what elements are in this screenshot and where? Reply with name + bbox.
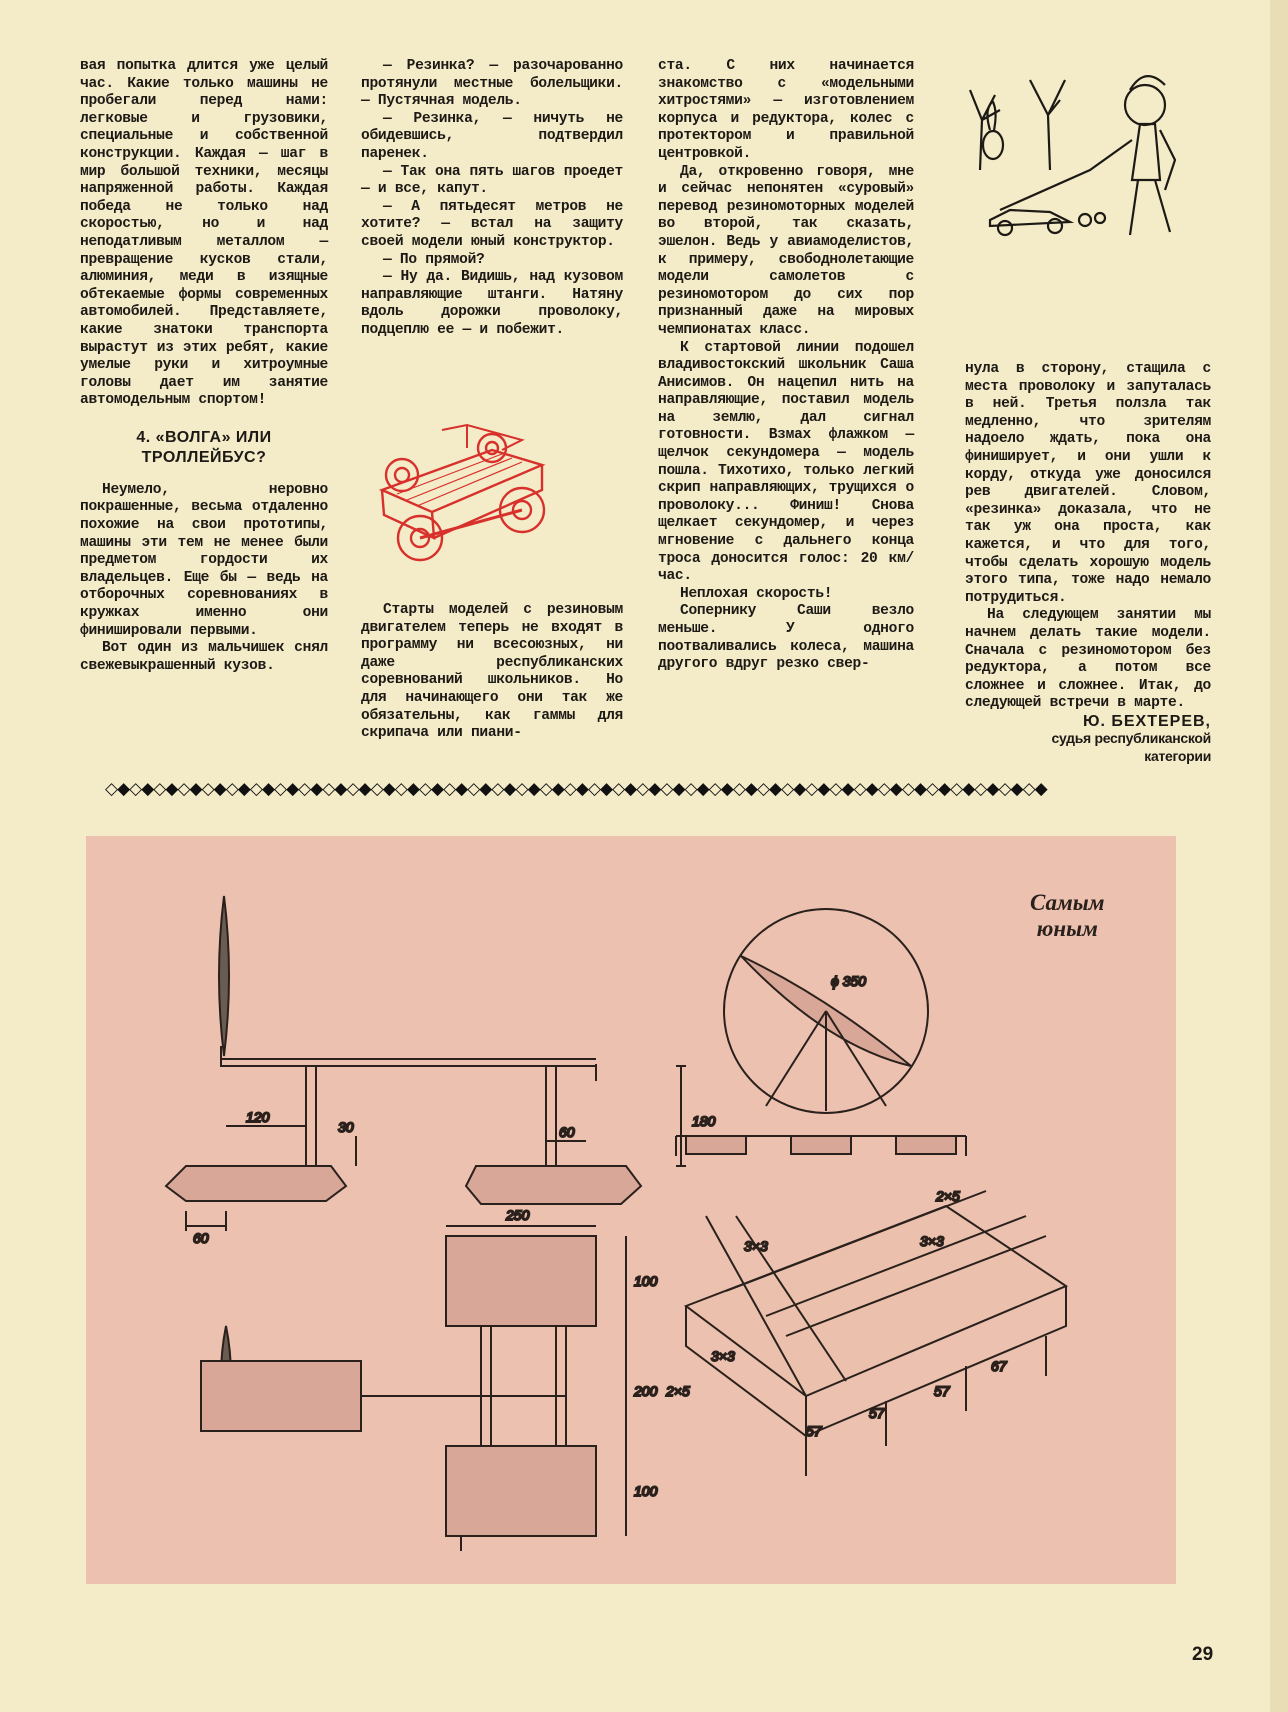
paragraph: Неплохая скорость! [680, 585, 833, 602]
paragraph: Неумело, неровно покрашенные, весьма отдаленно похожие на свои прототипы, машины эти тем не менее были предметом гордости их владельцев. Еще бы — ведь на отборочных соревнованиях в кружках именно они финишировали первыми. [80, 481, 328, 639]
text-column-3 [658, 58, 914, 674]
dim-label: 180 [692, 1113, 716, 1129]
paragraph: — Ну да. Видишь, над кузовом направляющие штанги. Натяну вдоль дорожки проволоку, подцеплю ее — и побежит. [361, 269, 623, 338]
title-line: юным [1036, 916, 1098, 941]
dim-label: 60 [193, 1230, 209, 1246]
paragraph: вая попытка длится уже целый час. Какие только машины не пробегали перед нами: легковые и грузовики, специальные и собственной конструкции. Каждая — шаг в мир большой техники, месяцы напряженной работы. Каждая победа не только над скоростью, но и над неподатливым металлом — превращение кусков стали, алюминия, меди в изящные обтекаемые формы современных автомобилей. Представляете, какие знатоки транспорта вырастут из этих ребят, какие умелые руки и хитроумные головы дает им занятие автомодельным спортом! [80, 58, 328, 409]
dim-label: 200 [634, 1383, 658, 1399]
text-column-1 [80, 58, 328, 675]
paragraph: нула в сторону, стащила с места проволоку и запуталась в ней. Третья ползла так медленно, что зрителям надоело ждать, пока она финиширует, и они ушли к корду, откуда уже доносился рев двигателей. Словом, «резинка» доказала, что не так уж она проста, как кажется, и что для того, чтобы сделать хорошую модель этого типа, тоже надо немало потрудиться. [965, 361, 1211, 606]
dim-label: 100 [634, 1483, 658, 1499]
dim-label: 3×3 [920, 1233, 944, 1249]
dim-label: 120 [246, 1109, 270, 1125]
author-role: судья республиканской [1051, 730, 1211, 747]
author-signature [965, 713, 1211, 766]
decorative-border: ◇◆◇◆◇◆◇◆◇◆◇◆◇◆◇◆◇◆◇◆◇◆◇◆◇◆◇◆◇◆◇◆◇◆◇◆◇◆◇◆◇◆◇◆◇◆◇◆◇◆◇◆◇◆◇◆◇◆◇◆◇◆◇◆◇◆◇◆◇◆◇◆◇◆◇◆◇◆ [105, 779, 1047, 799]
side-view-drawing [166, 896, 686, 1231]
paragraph: К стартовой линии подошел владивостокский школьник Саша Анисимов. Он нацепил нить на направляющие, поставил модель на землю, дал сигнал готовности. Взмах флажком — щелчок секундомера — модель пошла. Тихотихо, только легкий скрип направляющих, трущихся о проволоку... Финиш! Снова щелкает секундомер, и через мгновение с дальнего конца троса доносится голос: 20 км/час. [658, 339, 914, 585]
page-edge [1270, 0, 1288, 1712]
paragraph: — А пятьдесят метров не хотите? — встал на защиту своей модели юный конструктор. [361, 198, 623, 250]
dim-label: 57 [806, 1423, 822, 1439]
paragraph: — Так она пять шагов проедет — и все, капут. [361, 163, 623, 198]
author-role: категории [1144, 748, 1211, 765]
dim-label: 250 [506, 1207, 530, 1223]
paragraph: — Резинка? — разочарованно протянули местные болельщики. — Пустячная модель. [361, 58, 623, 110]
dim-label: 2×5 [666, 1383, 690, 1399]
dim-label: 2×5 [936, 1188, 960, 1204]
dim-label: 57 [869, 1405, 885, 1421]
paragraph: — По прямой? [383, 251, 485, 268]
dim-label: 30 [338, 1119, 354, 1135]
dim-label: ϕ 350 [831, 973, 867, 989]
section-heading: 4. «ВОЛГА» ИЛИ ТРОЛЛЕЙБУС? [136, 428, 272, 466]
dim-label: 57 [934, 1383, 950, 1399]
dim-label: 3×3 [711, 1348, 735, 1364]
text-column-2-lower [361, 602, 623, 743]
text-column-4 [965, 361, 1211, 766]
paragraph: Да, откровенно говоря, мне и сейчас непонятен «суровый» перевод резиномоторных моделей во второй, так сказать, эшелон. Ведь у авиамоделистов, к примеру, свободнолетающие модели самолетов с резиномотором до сих пор признанный даже на мировых чемпионатах класс. [658, 163, 914, 338]
model-blueprints [86, 836, 1176, 1584]
dim-label: 3×3 [744, 1238, 768, 1254]
title-line: Самым [1030, 890, 1105, 915]
red-car-illustration [372, 420, 572, 580]
paragraph: Старты моделей с резиновым двигателем теперь не входят в программу ни всесоюзных, ни даже республиканских соревнований школьников. Но для начинающего они так же обязательны, как гаммы для скрипача или пиани- [361, 602, 623, 742]
dim-label: 60 [559, 1124, 575, 1140]
top-view-drawing [201, 1226, 626, 1551]
paragraph: — Резинка, — ничуть не обидевшись, подтвердил паренек. [361, 110, 623, 162]
dim-label: 100 [634, 1273, 658, 1289]
paragraph: Вот один из мальчишек снял свежевыкрашенный кузов. [80, 640, 328, 674]
boy-with-model-car-cartoon [960, 60, 1210, 260]
drawing-title [1030, 890, 1104, 942]
page-number: 29 [1192, 1644, 1214, 1665]
dim-label: 67 [991, 1358, 1007, 1374]
propeller-guard-drawing [676, 909, 966, 1156]
author-name: Ю. БЕХТЕРЕВ, [1082, 712, 1211, 730]
paragraph: На следующем занятии мы начнем делать такие модели. Сначала с резиномотором без редуктора, а потом все сложнее и сложнее. Итак, до следующей встречи в марте. [965, 607, 1211, 712]
text-column-2 [361, 58, 623, 340]
chassis-frame-drawing [686, 1191, 1066, 1476]
paragraph: Сопернику Саши везло меньше. У одного поотваливались колеса, машина другого вдруг резко свер- [658, 603, 914, 673]
paragraph: ста. С них начинается знакомство с «модельными хитростями» — изготовлением корпуса и редуктора, колес с протектором и правильной центровкой. [658, 58, 914, 162]
